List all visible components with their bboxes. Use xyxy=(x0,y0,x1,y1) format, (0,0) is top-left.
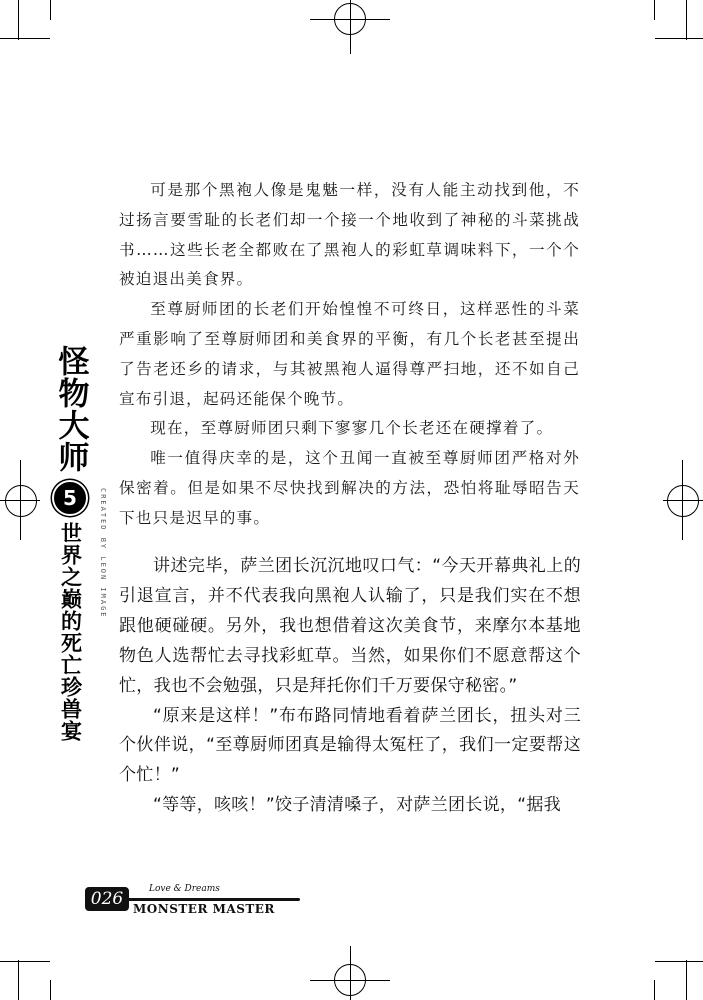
dialogue-block xyxy=(119,552,581,821)
book-subtitle: 世界之巅的死亡珍兽宴 xyxy=(58,522,83,742)
registration-mark-icon xyxy=(5,485,37,517)
paragraph: 讲述完毕，萨兰团长沉沉地叹口气：“今天开幕典礼上的引退宣言，并不代表我向黑袍人认输了，只是我们实在不想跟他硬碰硬。另外，我也想借着这次美食节，来摩尔本基地物色人选帮忙去寻找彩虹草。当然，如果你们不愿意帮这个忙，我也不会勉强，只是拜托你们千万要保守秘密。” xyxy=(119,556,581,696)
registration-mark-icon xyxy=(334,3,366,35)
series-tagline: Love & Dreams xyxy=(149,884,220,894)
crop-mark xyxy=(18,960,19,1000)
paragraph: 可是那个黑袍人像是鬼魅一样，没有人能主动找到他，不过扬言要雪耻的长老们却一个接一个地收到了神秘的斗菜挑战书……这些长老全都败在了黑袍人的彩虹草调味料下，一个个被迫退出美食界。 xyxy=(119,181,580,289)
crop-mark xyxy=(686,960,687,1000)
crop-mark xyxy=(686,0,687,40)
paragraph: 现在，至尊厨师团只剩下寥寥几个长老还在硬撑着了。 xyxy=(150,419,554,438)
narrative-block xyxy=(119,176,580,534)
crop-mark xyxy=(655,961,703,962)
page-footer xyxy=(85,884,305,920)
crop-mark xyxy=(654,980,655,1000)
crop-mark xyxy=(0,38,50,39)
registration-mark-icon xyxy=(334,964,366,996)
crop-mark xyxy=(654,0,655,20)
page-number: 026 xyxy=(85,887,129,911)
volume-badge: 5 xyxy=(54,482,86,514)
book-title: 怪物大师 xyxy=(52,345,89,473)
paragraph: 唯一值得庆幸的是，这个丑闻一直被至尊厨师团严格对外保密着。但是如果不尽快找到解决的方法，恐怕将耻辱昭告天下也只是迟早的事。 xyxy=(119,449,580,527)
crop-mark xyxy=(50,0,51,20)
side-book-title xyxy=(48,345,92,742)
crop-mark xyxy=(655,38,703,39)
registration-mark-icon xyxy=(667,485,699,517)
paragraph: “等等，咳咳！”饺子清清嗓子，对萨兰团长说，“据我 xyxy=(153,795,561,816)
crop-mark xyxy=(0,961,50,962)
crop-mark xyxy=(50,980,51,1000)
paragraph: 至尊厨师团的长老们开始惶惶不可终日，这样恶性的斗菜严重影响了至尊厨师团和美食界的平衡，有几个长老甚至提出了告老还乡的请求，与其被黑袍人逼得尊严扫地，还不如自己宣布引退，起码还能保个晚节。 xyxy=(119,300,580,408)
side-caption: CREATED BY LEON IMAGE xyxy=(99,488,107,619)
paragraph: “原来是这样！”布布路同情地看着萨兰团长，扭头对三个伙伴说，“至尊厨师团真是输得太冤枉了，我们一定要帮这个忙！” xyxy=(119,705,581,786)
crop-mark xyxy=(18,0,19,40)
series-title: MONSTER MASTER xyxy=(133,902,275,916)
